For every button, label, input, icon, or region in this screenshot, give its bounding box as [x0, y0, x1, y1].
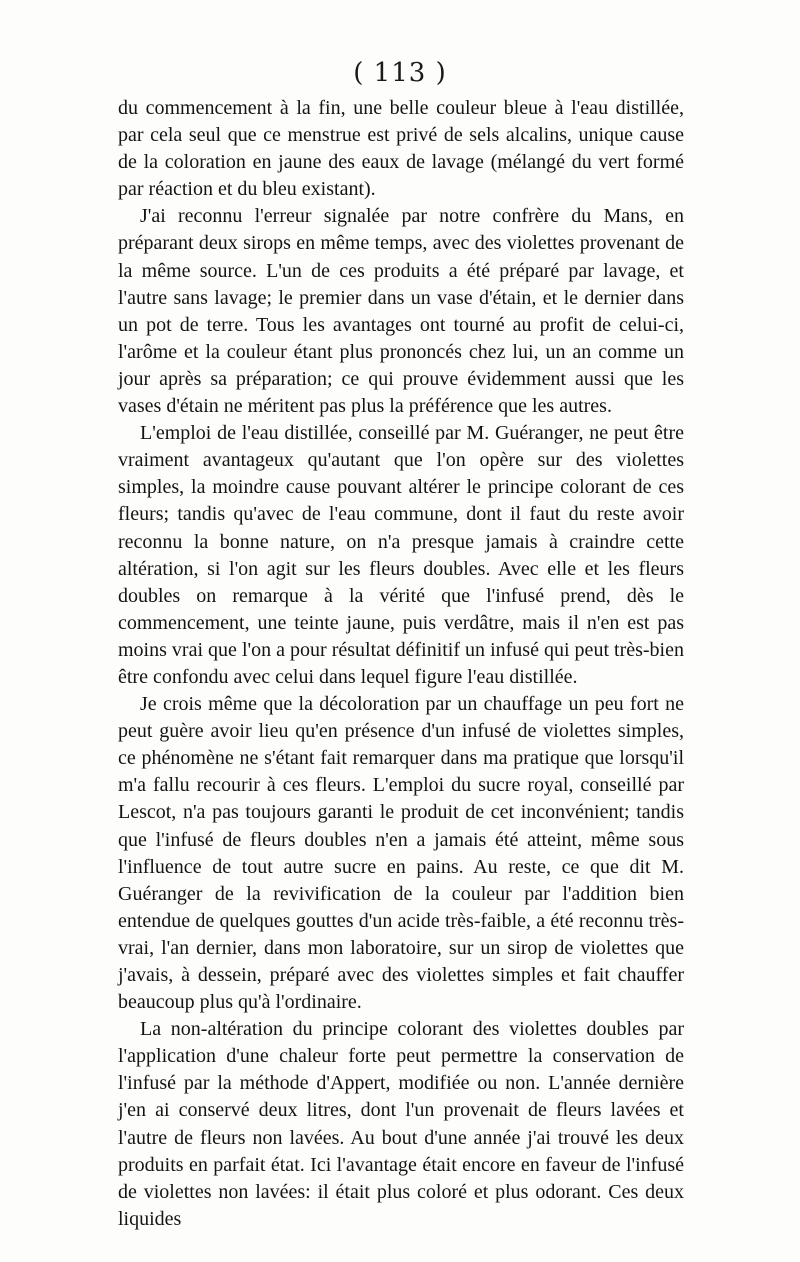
paragraph-4: Je crois même que la décoloration par un chauffage un peu fort ne peut guère avoir lieu qu'en présence d'un infusé de violettes simples, ce phénomène ne s'étant fait remarquer dans ma pratique que lorsqu'il m'a fallu recourir à ces fleurs. L'emploi du sucre royal, conseillé par Lescot, n'a pas toujours garanti le produit de cet inconvénient; tandis que l'infusé de fleurs doubles n'en a jamais été atteint, même sous l'influence de tout autre sucre en pains. Au reste, ce que dit M. Guéranger de la revivification de la couleur par l'addition bien entendue de quelques gouttes d'un acide très-faible, a été reconnu très-vrai, l'an dernier, dans mon laboratoire, sur un sirop de violettes que j'avais, à dessein, préparé avec des violettes simples et fait chauffer beaucoup plus qu'à l'ordinaire. — [118, 693, 684, 1014]
page-number: ( 113 ) — [353, 58, 447, 88]
paragraph-3: L'emploi de l'eau distillée, conseillé par M. Guéranger, ne peut être vraiment avantageux qu'autant que l'on opère sur des violettes simples, la moindre cause pouvant altérer le principe colorant de ces fleurs; tandis qu'avec de l'eau commune, dont il faut du reste avoir reconnu la bonne nature, on n'a presque jamais à craindre cette altération, si l'on agit sur les fleurs doubles. Avec elle et les fleurs doubles on remarque à la vérité que l'infusé prend, dès le commencement, une teinte jaune, puis verdâtre, mais il n'en est pas moins vrai que l'on a pour résultat définitif un infusé qui peut très-bien être confondu avec celui dans lequel figure l'eau distillée. — [118, 422, 684, 688]
paragraph-5: La non-altération du principe colorant des violettes doubles par l'application d'une chaleur forte peut permettre la conservation de l'infusé par la méthode d'Appert, modifiée ou non. L'année dernière j'en ai conservé deux litres, dont l'un provenait de fleurs lavées et l'autre de fleurs non lavées. Au bout d'une année j'ai trouvé les deux produits en parfait état. Ici l'avantage était encore en faveur de l'infusé de violettes non lavées: il était plus coloré et plus odorant. Ces deux liquides — [118, 1018, 684, 1230]
body-text — [118, 95, 684, 1233]
paragraph-2: J'ai reconnu l'erreur signalée par notre confrère du Mans, en préparant deux sirops en même temps, avec des violettes provenant de la même source. L'un de ces produits a été préparé par lavage, et l'autre sans lavage; le premier dans un vase d'étain, et le dernier dans un pot de terre. Tous les avantages ont tourné au profit de celui-ci, l'arôme et la couleur étant plus prononcés chez lui, un an comme un jour après sa préparation; ce qui prouve évidemment aussi que les vases d'étain ne méritent pas plus la préférence que les autres. — [118, 205, 684, 418]
paragraph-1: du commencement à la fin, une belle couleur bleue à l'eau distillée, par cela seul que ce menstrue est privé de sels alcalins, unique cause de la coloration en jaune des eaux de lavage (mélangé du vert formé par réaction et du bleu existant). — [118, 97, 684, 201]
